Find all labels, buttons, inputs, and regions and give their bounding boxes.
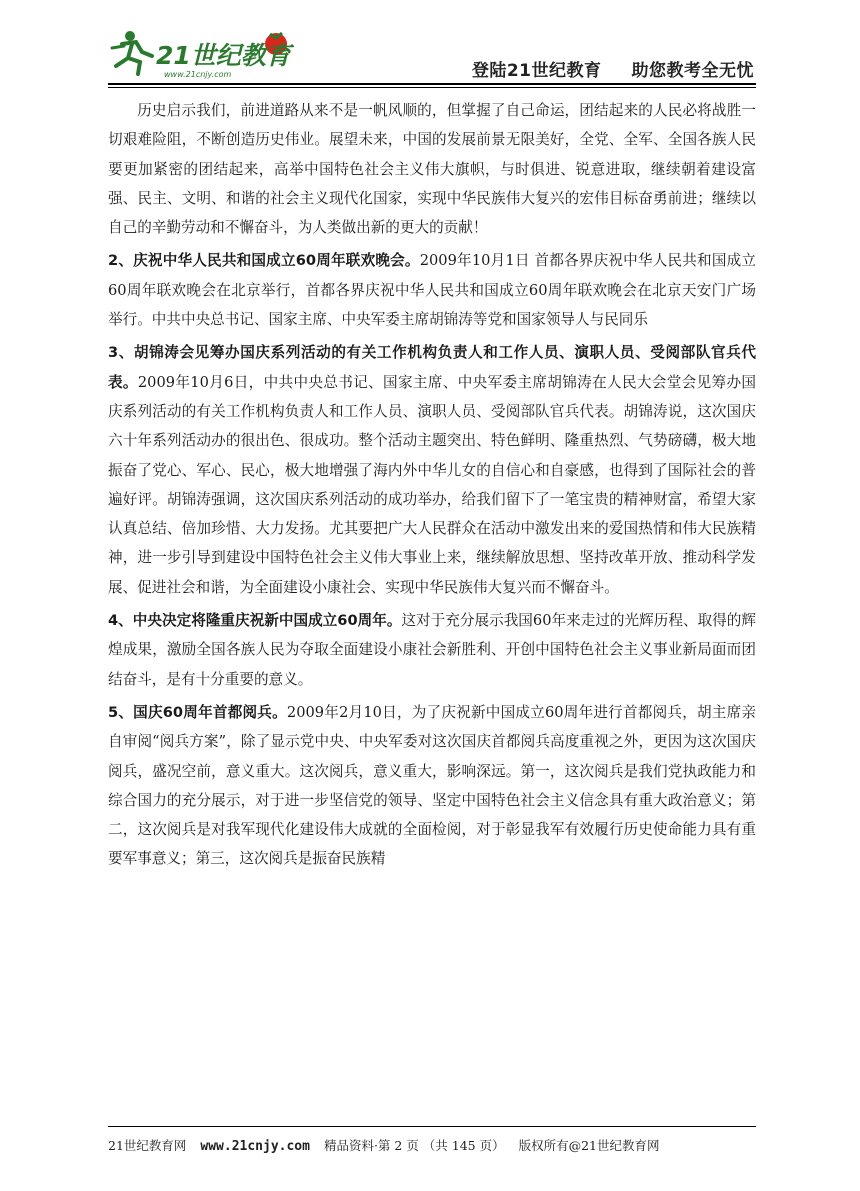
- header-rule-thick: [108, 83, 756, 85]
- page-header: [108, 22, 756, 84]
- header-rule-thin: [108, 87, 756, 88]
- item-5-body: 2009年2月10日，为了庆祝新中国成立60周年进行首都阅兵，胡主席亲自审阅“阅兵方案”，除了显示党中央、中央军委对这次国庆首都阅兵高度重视之外，更因为这次国庆阅兵，盛况空前，意义重大。这次阅兵，意义重大，影响深远。第一，这次阅兵是我们党执政能力和综合国力的充分展示，对于进一步坚信党的领导、坚定中国特色社会主义信念具有重大政治意义；第二，这次阅兵是对我军现代化建设伟大成就的全面检阅，对于彰显我军有效履行历史使命能力具有重要军事意义；第三，这次阅兵是振奋民族精: [108, 703, 756, 868]
- item-2: [108, 246, 756, 334]
- item-5: [108, 698, 756, 874]
- intro-paragraph: 历史启示我们，前进道路从来不是一帆风顺的，但掌握了自己命运，团结起来的人民必将战胜一切艰难险阻，不断创造历史伟业。展望未来，中国的发展前景无限美好，全党、全军、全国各族人民要更加紧密的团结起来，高举中国特色社会主义伟大旗帜，与时俱进、锐意进取，继续朝着建设富强、民主、文明、和谐的社会主义现代化国家，实现中华民族伟大复兴的宏伟目标奋勇前进；继续以自己的辛勤劳动和不懈奋斗，为人类做出新的更大的贡献！: [108, 102, 756, 237]
- footer-copyright: 版权所有@21世纪教育网: [518, 1138, 660, 1153]
- document-body: [108, 96, 756, 874]
- slogan-help: 助您教考全无忧: [631, 61, 754, 81]
- 21cnjy-logo: [108, 22, 308, 82]
- footer-site-name: 21世纪教育网: [108, 1138, 187, 1153]
- item-3-title: 3、胡锦涛会见筹办国庆系列活动的有关工作机构负责人和工作人员、演职人员、受阅部队官兵代表。: [108, 344, 756, 391]
- item-4-title: 4、中央决定将隆重庆祝新中国成立60周年。: [108, 612, 402, 630]
- page-footer: [108, 1136, 756, 1154]
- item-2-title: 2、庆祝中华人民共和国成立60周年联欢晚会。: [108, 252, 420, 270]
- footer-url: www.21cnjy.com: [200, 1139, 310, 1154]
- item-4-body: 这对于充分展示我国60年来走过的光辉历程、取得的辉煌成果，激励全国各族人民为夺取全面建设小康社会新胜利、开创中国特色社会主义事业新局面而团结奋斗，是有十分重要的意义。: [108, 612, 756, 688]
- item-2-body: 2009年10月1日 首都各界庆祝中华人民共和国成立60周年联欢晚会在北京举行，首都各界庆祝中华人民共和国成立60周年联欢晚会在北京天安门广场举行。中共中央总书记、国家主席、中央军委主席胡锦涛等党和国家领导人与民同乐: [108, 252, 757, 329]
- item-4: [108, 606, 756, 694]
- footer-rule: [108, 1126, 756, 1127]
- svg-text:21世纪教育: 21世纪教育: [156, 41, 291, 70]
- slogan-login: 登陆21世纪教育: [471, 61, 602, 81]
- item-3: [108, 338, 756, 602]
- footer-page-info: 精品资料·第 2 页 （共 145 页）: [323, 1138, 505, 1153]
- svg-text:www.21cnjy.com: www.21cnjy.com: [164, 70, 232, 79]
- header-slogan: [472, 56, 754, 81]
- item-5-title: 5、国庆60周年首都阅兵。: [108, 703, 287, 721]
- item-3-body: 2009年10月6日，中共中央总书记、国家主席、中央军委主席胡锦涛在人民大会堂会见筹办国庆系列活动的有关工作机构负责人和工作人员、演职人员、受阅部队官兵代表。胡锦涛说，这次国庆六十年系列活动办的很出色、很成功。整个活动主题突出、特色鲜明、隆重热烈、气势磅礴，极大地振奋了党心、军心、民心，极大地增强了海内外中华儿女的自信心和自豪感，也得到了国际社会的普遍好评。胡锦涛强调，这次国庆系列活动的成功举办，给我们留下了一笔宝贵的精神财富，希望大家认真总结、倍加珍惜、大力发扬。尤其要把广大人民群众在活动中激发出来的爱国热情和伟大民族精神，进一步引导到建设中国特色社会主义伟大事业上来，继续解放思想、坚持改革开放、推动科学发展、促进社会和谐，为全面建设小康社会、实现中华民族伟大复兴而不懈奋斗。: [108, 373, 756, 596]
